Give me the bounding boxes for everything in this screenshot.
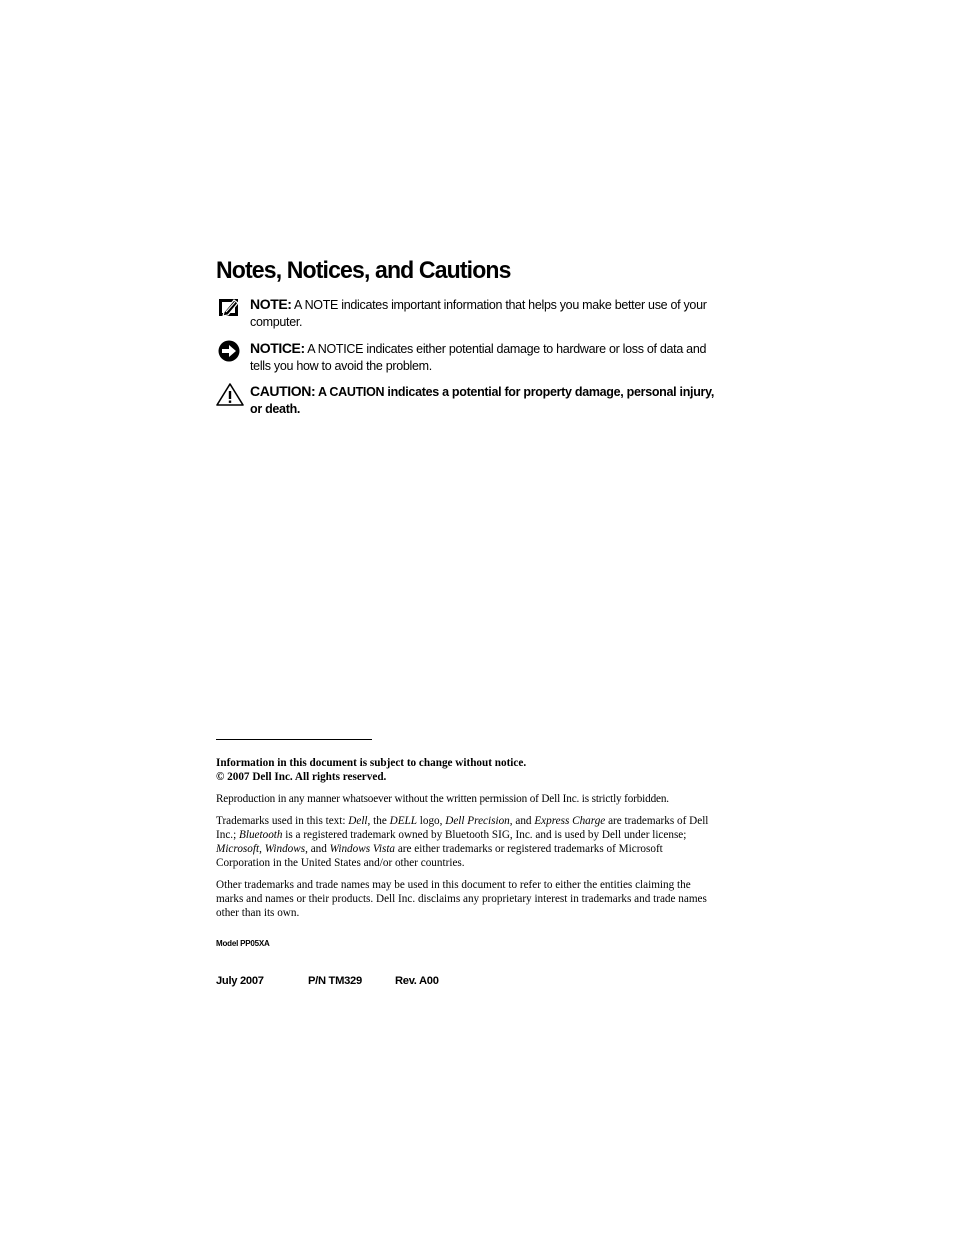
trademark-text: Trademarks used in this text: [216,815,349,827]
arrow-circle-notice-icon [216,340,244,364]
trademark-dell-precision: Dell Precision [445,815,510,827]
trademark-text: are trademarks of Dell Inc.; [216,815,709,841]
reproduction-notice: Reproduction in any manner whatsoever without the written permission of Dell Inc. is strictly forbidden. [216,793,669,805]
note-advisory [216,296,716,331]
trademark-text: logo, [416,815,446,827]
trademark-text: are either trademarks or registered trademarks of Microsoft Corporation in the United States and/or other countries. [216,843,663,869]
trademark-text: is a registered trademark owned by Bluetooth SIG, Inc. and is used by Dell under license; [282,829,687,841]
change-notice-line: Information in this document is subject to change without notice. [216,757,527,769]
footnote-divider [216,739,372,740]
trademark-windows: Windows [264,843,306,855]
trademark-text: , and [509,815,535,827]
notice-label: NOTICE: [250,340,305,356]
trademark-dell-logo: DELL [389,815,417,827]
pencil-note-icon [216,296,244,320]
notice-text: A NOTICE indicates either potential damage to hardware or loss of data and tells you how to avoid the problem. [250,342,707,373]
trademark-dell: Dell [348,815,368,827]
change-notice [216,756,718,784]
notice-advisory [216,340,716,375]
copyright-line: © 2007 Dell Inc. All rights reserved. [216,771,387,783]
trademarks-paragraph [216,814,718,870]
trademark-microsoft: Microsoft [216,843,260,855]
trademark-bluetooth: Bluetooth [239,829,283,841]
revision-date: July 2007 [216,975,264,987]
revision-number: Rev. A00 [395,975,439,987]
trademark-text: , the [367,815,390,827]
trademark-express-charge: Express Charge [534,815,606,827]
note-text: A NOTE indicates important information that helps you make better use of your computer. [250,298,707,329]
model-number: Model PP05XA [216,939,270,948]
trademark-windows-vista: Windows Vista [329,843,396,855]
page-title: Notes, Notices, and Cautions [216,257,511,284]
trademark-text: , [259,843,265,855]
warning-triangle-icon [216,383,244,407]
note-label: NOTE: [250,296,292,312]
caution-label: CAUTION: [250,383,316,399]
caution-text: A CAUTION indicates a potential for property damage, personal injury, or death. [250,385,714,416]
trademark-text: , and [305,843,330,855]
part-number: P/N TM329 [308,975,362,987]
other-trademarks-paragraph: Other trademarks and trade names may be used in this document to refer to either the entities claiming the marks and names or their products. Dell Inc. disclaims any proprietary interest in trademarks and trade names other than its own. [216,879,707,919]
caution-advisory [216,383,716,418]
